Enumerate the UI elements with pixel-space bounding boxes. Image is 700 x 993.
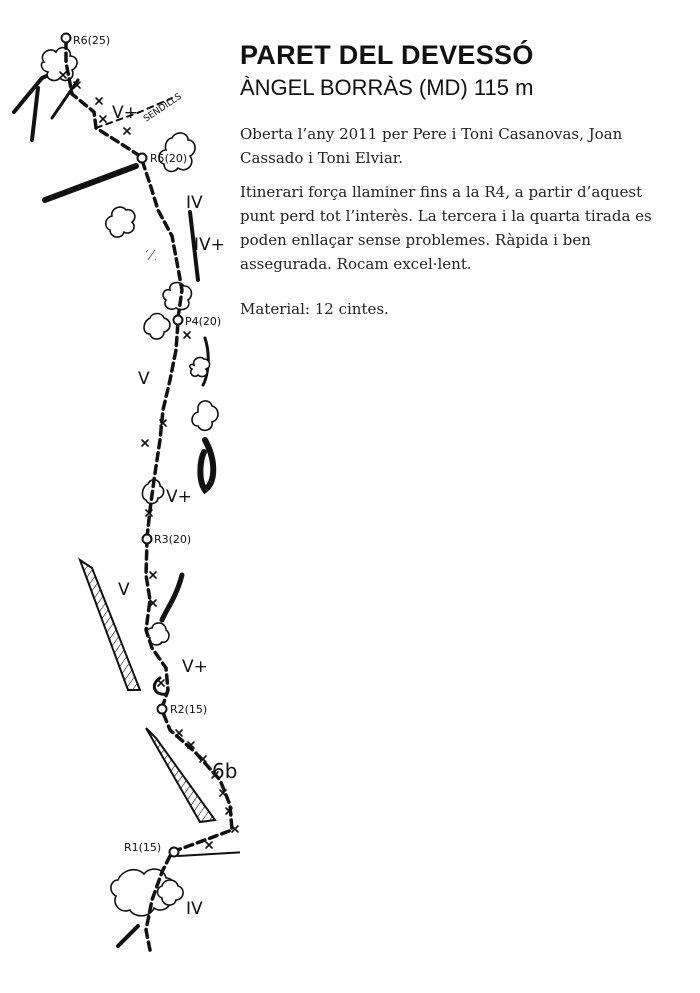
right-crack-v [162,575,182,620]
anchor-r1 [170,848,179,857]
bolt [96,98,102,104]
descent-label: SENDILLS [142,91,184,125]
right-hook [200,440,213,490]
bolt [184,332,190,338]
bush-r6 [41,48,77,81]
upper-left-flake [52,80,78,118]
grade-v-mid: V [138,369,150,389]
anchor-r2 [158,705,167,714]
grade-v-plus-low: V+ [182,657,208,677]
vegetation [41,48,218,916]
route-topo-diagram [0,0,240,993]
anchor-r6 [62,34,71,43]
grade-6b: 6b [212,759,238,783]
small-hatch [146,250,156,260]
route-name-subtitle: ÀNGEL BORRÀS (MD) 115 m [240,75,534,100]
belay-label-p4: P4(20) [185,315,222,328]
route-material-text: Material: 12 cintes. [240,300,389,318]
bottom-left-ledge [118,926,138,946]
bolt [158,680,164,686]
bolt [150,572,156,578]
bolt [100,116,106,122]
pitch-6 [66,40,140,156]
bush-right-v [190,357,210,376]
grade-iv-bottom: IV [186,899,203,919]
bush-p4-right [163,283,191,310]
route-description-text: Itinerari força llaminer fins a la R4, a partir d’aquest punt perd tot l’interès. La tercera i la quarta tirada es poden enllaçar sense problemes. Ràpida i ben assegurada. Rocam excel·lent. [240,183,652,273]
bush-p4-left [144,314,170,340]
bush-right-hook [192,401,218,430]
grade-v-plus-mid: V+ [166,487,192,507]
anchor-r5 [138,154,147,163]
route-area-title: PARET DEL DEVESSÓ [240,40,534,70]
bolt [124,128,130,134]
roof-r5 [45,166,136,200]
belay-label-r3: R3(20) [154,533,192,546]
bolt [142,440,148,446]
grade-v-low: V [118,580,130,600]
grade-iv-plus: IV+ [194,235,225,255]
bolt [176,730,182,736]
belay-label-r1: R1(15) [124,841,162,854]
anchor-r3 [143,535,152,544]
slab-v [80,560,140,690]
belay-label-r5: R5(20) [150,152,188,165]
belay-label-r6: R6(25) [73,34,111,47]
bush-left-upper [106,207,135,237]
anchor-p4 [174,316,183,325]
grade-iv-upper: IV [186,193,203,213]
slab-6b [146,728,215,822]
route-opening-text: Oberta l’any 2011 per Pere i Toni Casanovas, Joan Cassado i Toni Elviar. [240,125,623,167]
ledge-r1 [178,852,240,856]
bolt [206,842,212,848]
grade-v-plus-top: V+ [112,103,138,123]
belay-label-r2: R2(15) [170,703,208,716]
